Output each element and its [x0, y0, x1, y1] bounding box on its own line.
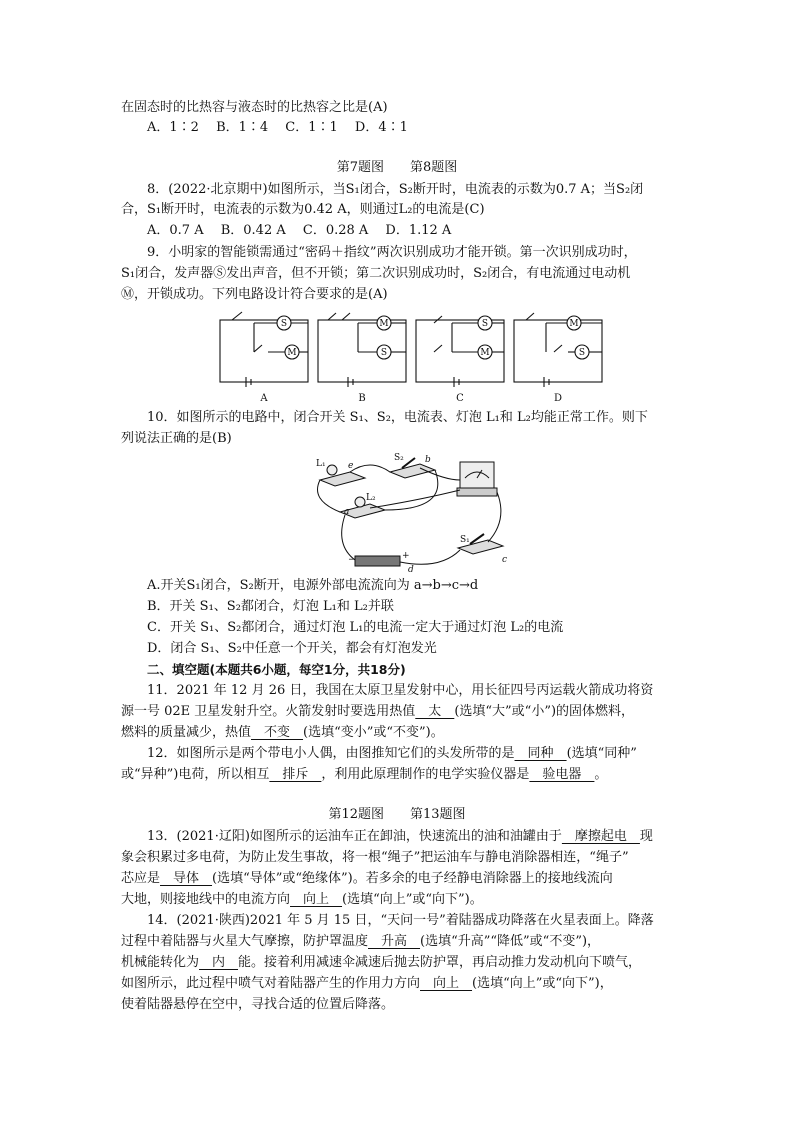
svg-text:M: M: [569, 319, 579, 329]
circuit-d: [514, 313, 602, 387]
svg-text:M: M: [287, 348, 297, 358]
q11-answer-1: 太: [415, 704, 455, 719]
q11-line2: 源一号 02E 卫星发射升空。火箭发射时要选用热值 太 (选填“大”或“小”)的固体燃料，: [121, 704, 635, 719]
q12-answer-2: 排斥: [269, 767, 322, 782]
q13-line1: 13．(2021·辽阳)如图所示的运油车正在卸油，快速流出的油和油罐由于 摩擦起电 现: [147, 829, 653, 844]
q11-line1: 11．2021 年 12 月 26 日，我国在太原卫星发射中心，用长征四号丙运载火箭成功将资: [147, 683, 654, 698]
fig10-label-c: c: [502, 555, 508, 565]
q14-line1: 14．(2021·陕西)2021 年 5 月 15 日，“天问一号”着陆器成功降落在火星表面上。降落: [147, 913, 654, 928]
lamp-l1-board: [320, 472, 365, 486]
q13-answer-3: 向上: [290, 892, 343, 907]
fig10-label-plus: +: [402, 551, 410, 561]
q8-options: A．0.7 A B．0.42 A C．0.28 A D．1.12 A: [147, 223, 452, 238]
q9-line2: S₁闭合，发声器Ⓢ发出声音，但不开锁；第二次识别成功时，S₂闭合，有电流通过电动机: [121, 266, 631, 281]
q14-answer-1: 升高: [368, 934, 421, 949]
fig10-label-b: b: [425, 455, 431, 465]
q8-line1: 8．(2022·北京期中)如图所示，当S₁闭合，S₂断开时，电流表的示数为0.7 A；当S₂闭: [147, 182, 644, 197]
q12-answer-1: 同种: [514, 746, 567, 761]
fig10-label-s1: S₁: [460, 535, 470, 545]
q14-line2: 过程中着陆器与火星大气摩擦，防护罩温度 升高 (选填“升高”“降低”或“不变”)，: [121, 934, 601, 949]
q13-line2: 象会积累过多电荷，为防止发生事故，将一根“绳子”把运油车与静电消除器相连，“绳子”: [121, 850, 629, 865]
svg-text:M: M: [480, 348, 490, 358]
q14-answer-3: 向上: [420, 976, 473, 991]
q10-option-d: D．闭合 S₁、S₂中任意一个开关，都会有灯泡发光: [147, 641, 437, 656]
circuit-b: [318, 313, 406, 387]
svg-text:S: S: [280, 319, 288, 329]
q13-line4: 大地，则接地线中的电流方向 向上 (选填“向上”或“向下”)。: [121, 892, 483, 907]
fig10-label-l2: L₂: [366, 493, 376, 503]
q14-line4: 如图所示，此过程中喷气对着陆器产生的作用力方向 向上 (选填“向上”或“向下”)，: [121, 976, 613, 991]
q10-option-b: B．开关 S₁、S₂都闭合，灯泡 L₁和 L₂并联: [147, 599, 394, 614]
q10-line1: 10．如图所示的电路中，闭合开关 S₁、S₂，电流表、灯泡 L₁和 L₂均能正常工作。则下: [147, 410, 648, 425]
circuit-c: [416, 316, 504, 387]
q8-line2: 合，S₁断开时，电流表的示数为0.42 A，则通过L₂的电流是(C): [121, 202, 485, 217]
q14-answer-2: 内: [199, 955, 239, 970]
q10-circuit-figure: [310, 450, 510, 575]
q7-line1: 在固态时的比热容与液态时的比热容之比是(A): [121, 100, 388, 115]
circuit-label-b: B: [358, 393, 366, 404]
q14-line3: 机械能转化为 内 能。接着利用减速伞减速后抛去防护罩，再启动推力发动机向下喷气，: [121, 955, 642, 970]
caption-fig12-fig13: 第12题图 第13题图: [328, 807, 466, 822]
q12-line2: 或“异种”)电荷，所以相互 排斥 ，利用此原理制作的电学实验仪器是 验电器 。: [121, 767, 608, 782]
svg-text:S: S: [380, 348, 388, 358]
caption-fig7-fig8: 第7题图 第8题图: [336, 160, 458, 175]
fig10-label-l1: L₁: [316, 459, 326, 469]
q13-line3: 芯应是 导体 (选填“导体”或“绝缘体”)。若多余的电子经静电消除器上的接地线流向: [121, 871, 613, 886]
circuit-label-c: C: [456, 393, 464, 404]
q11-line3: 燃料的质量减少，热值 不变 (选填“变小”或“不变”)。: [121, 725, 444, 740]
q11-answer-2: 不变: [251, 725, 304, 740]
battery: [355, 556, 400, 566]
fig10-label-s2: S₂: [394, 453, 404, 463]
svg-text:S: S: [578, 348, 586, 358]
q10-option-a: A.开关S₁闭合，S₂断开，电源外部电流流向为 a→b→c→d: [147, 578, 479, 593]
q7-options: A．1∶2 B．1∶4 C．1∶1 D．4∶1: [147, 120, 408, 135]
switch-s2-board: [390, 464, 435, 478]
svg-text:S: S: [481, 319, 489, 329]
q14-line5: 使着陆器悬停在空中，寻找合适的位置后降落。: [121, 997, 395, 1012]
fig10-label-d: d: [408, 565, 414, 575]
fig10-label-minus: −: [348, 555, 356, 565]
fig10-label-a: a: [344, 507, 350, 517]
q10-option-c: C．开关 S₁、S₂都闭合，通过灯泡 L₁的电流一定大于通过灯泡 L₂的电流: [147, 620, 564, 635]
q9-line1: 9．小明家的智能锁需通过“密码＋指纹”两次识别成功才能开锁。第一次识别成功时，: [147, 245, 637, 260]
q12-answer-3: 验电器: [529, 767, 595, 782]
ammeter: [460, 462, 494, 488]
q9-circuit-diagrams: [210, 305, 610, 405]
q10-line2: 列说法正确的是(B): [121, 431, 232, 446]
q12-line1: 12．如图所示是两个带电小人偶，由图推知它们的头发所带的是 同种 (选填“同种”: [147, 746, 637, 761]
circuit-label-d: D: [553, 393, 563, 404]
q13-answer-1: 摩擦起电: [561, 829, 640, 844]
section-2-heading: 二、填空题(本题共6小题，每空1分，共18分): [147, 662, 406, 677]
circuit-label-a: A: [260, 393, 268, 404]
lamp-l1-bulb: [327, 465, 337, 475]
lamp-l2-bulb: [355, 497, 365, 507]
fig10-label-e: e: [348, 461, 354, 471]
q13-answer-2: 导体: [160, 871, 213, 886]
q9-line3: Ⓜ，开锁成功。下列电路设计符合要求的是(A): [121, 287, 388, 302]
svg-text:M: M: [379, 319, 389, 329]
